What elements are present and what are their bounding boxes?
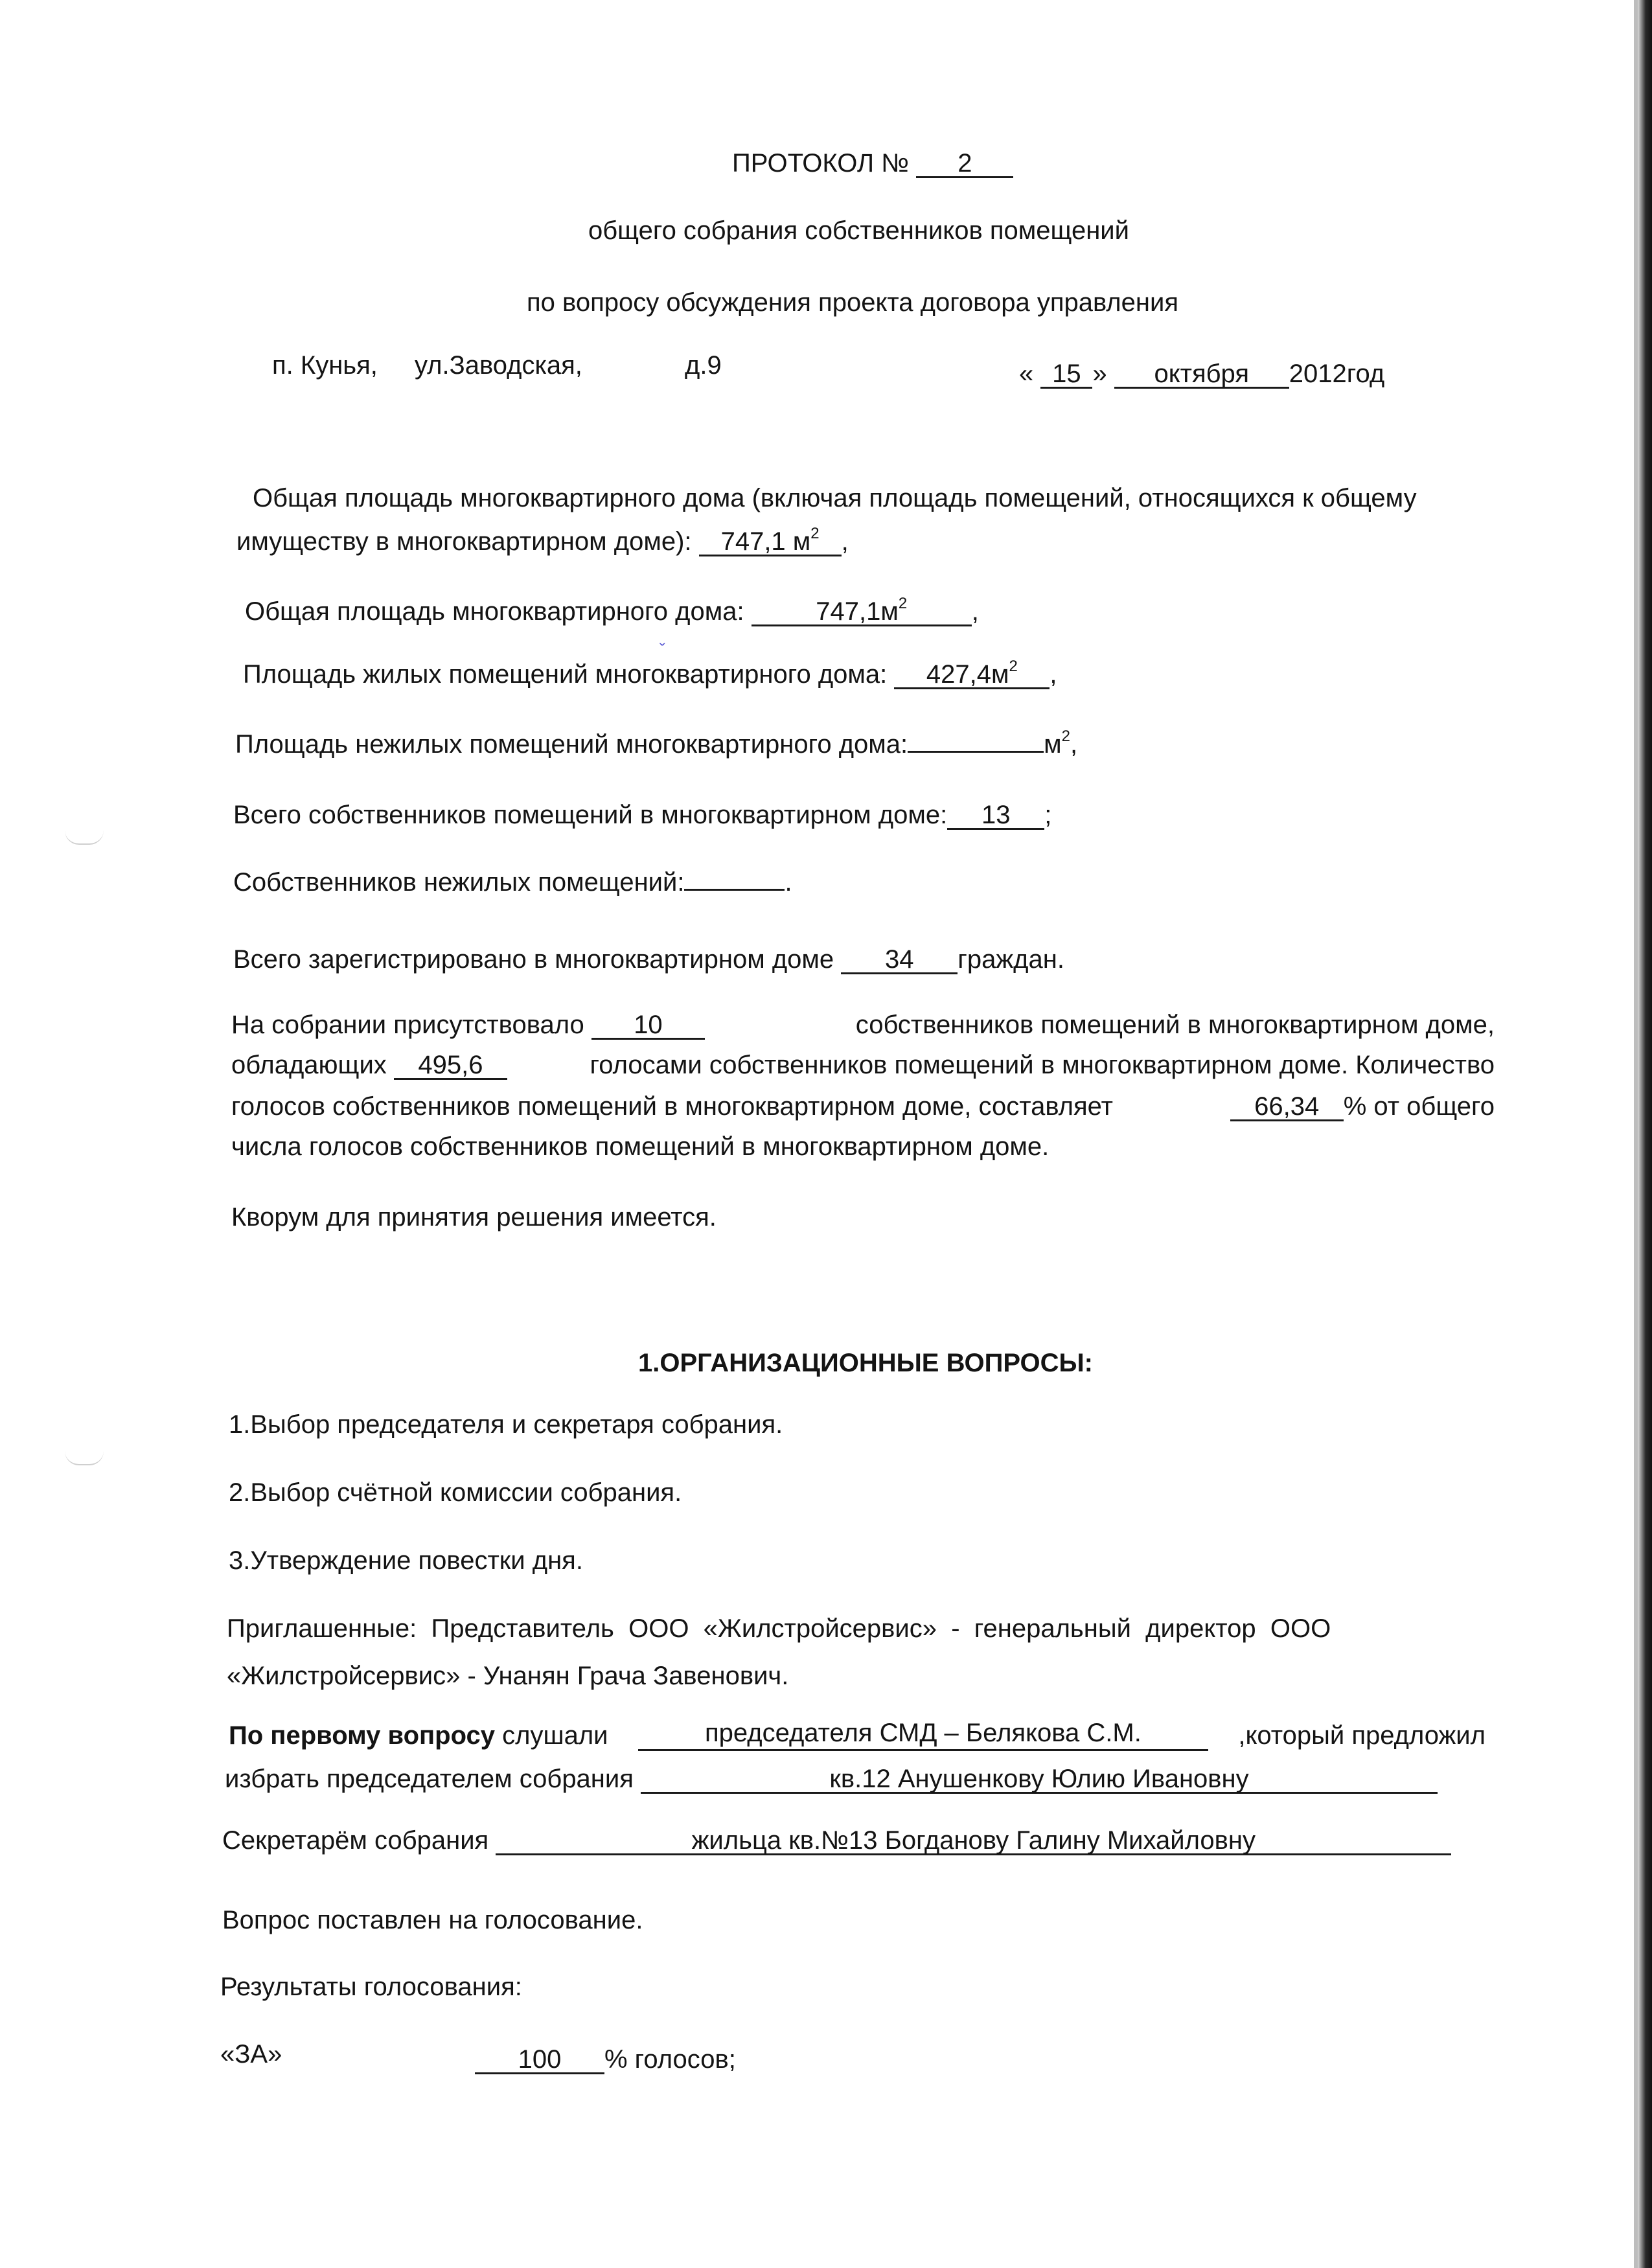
q1-elect-label: избрать председателем собрания <box>225 1765 634 1793</box>
present-line-2 <box>231 1049 1495 1081</box>
secretary-label: Секретарём собрания <box>222 1826 489 1855</box>
agenda-item-1: 1.Выбор председателя и секретаря собрания. <box>229 1410 783 1439</box>
protocol-label: ПРОТОКОЛ № <box>732 149 910 178</box>
owners-line: Всего собственников помещений в многоквартирном доме: 13 ; <box>233 801 1052 829</box>
for-line <box>475 2044 736 2075</box>
for-label: «ЗА» <box>220 2040 282 2068</box>
q1-line-2 <box>225 1763 1438 1794</box>
invited-line-2: «Жилстройсервис» - Унанян Грача Завенович. <box>227 1662 789 1690</box>
nonliving-area-unit: м <box>1044 730 1062 759</box>
street: ул.Заводская, <box>415 351 582 380</box>
registered-label: Всего зарегистрировано в многоквартирном доме <box>233 945 834 974</box>
q1-heard: слушали <box>502 1721 608 1750</box>
owners-value: 13 <box>947 802 1044 830</box>
registered-line <box>233 944 1064 975</box>
punch-hole-mark <box>65 1451 104 1465</box>
present-line-4: числа голосов собственников помещений в многоквартирном доме. <box>231 1132 1050 1161</box>
date-month: октября <box>1114 361 1289 389</box>
subtitle-1: общего собрания собственников помещений <box>588 216 1129 245</box>
nonliving-owners-label: Собственников нежилых помещений: <box>233 868 685 897</box>
q1-heading: По первому вопросу <box>229 1721 496 1750</box>
invited-line-1: Приглашенные: Представитель ООО «Жилстройсервис» - генеральный директор ООО <box>227 1614 1331 1643</box>
votes-text: голосами собственников помещений в многоквартирном доме. Количество <box>590 1051 1495 1079</box>
nonliving-owners-line: Собственников нежилых помещений: . <box>233 868 792 897</box>
results-label: Результаты голосования: <box>220 1973 522 2001</box>
percent-suffix: % от общего <box>1343 1092 1495 1121</box>
living-area-value: 427,4м <box>926 660 1009 689</box>
total-area-value: 747,1 м <box>720 527 811 556</box>
agenda-item-3: 3.Утверждение повестки дня. <box>229 1546 583 1575</box>
present-votes: 495,6 <box>394 1052 507 1080</box>
q1-proposed: ,который предложил <box>1238 1721 1486 1750</box>
percent-label: голосов собственников помещений в многоквартирном доме, составляет <box>231 1092 1113 1121</box>
present-percent: 66,34 <box>1230 1094 1344 1121</box>
subtitle-2: по вопросу обсуждения проекта договора управления <box>527 288 1178 317</box>
protocol-number: 2 <box>916 150 1013 178</box>
present-text: собственников помещений в многоквартирном доме, <box>855 1011 1495 1039</box>
date-quote-open: « <box>1019 360 1034 388</box>
present-line-1 <box>231 1009 1495 1040</box>
house-number: д.9 <box>685 351 722 380</box>
nonliving-area-label: Площадь нежилых помещений многоквартирного дома: <box>235 730 908 759</box>
nonliving-area-line: Площадь нежилых помещений многоквартирного дома: $м^2$, <box>235 727 1078 759</box>
section-title: 1.ОРГАНИЗАЦИОННЫЕ ВОПРОСЫ: <box>638 1349 1093 1377</box>
ink-mark: ˇ <box>660 640 665 659</box>
present-line-3 <box>231 1091 1495 1122</box>
total-area-label: имуществу в многоквартирном доме): <box>236 527 692 556</box>
registered-value: 34 <box>841 946 958 974</box>
q1-line-1 <box>229 1720 1486 1751</box>
quorum-text: Кворум для принятия решения имеется. <box>231 1203 717 1231</box>
settlement: п. Кунья, <box>272 351 378 380</box>
secretary-line <box>222 1825 1451 1856</box>
total-area-line-2: имуществу в многоквартирном доме): 747,1 $м^2$ , <box>236 524 849 556</box>
q1-speaker: председателя СМД – Белякова С.М. <box>638 1720 1208 1751</box>
for-suffix: % голосов; <box>604 2045 736 2074</box>
present-label: На собрании присутствовало <box>231 1011 584 1039</box>
q1-chair: кв.12 Анушенкову Юлию Ивановну <box>641 1766 1438 1794</box>
area-line: Общая площадь многоквартирного дома: $747,1м^2$ , <box>245 594 979 626</box>
punch-hole-mark <box>65 830 104 845</box>
area-label: Общая площадь многоквартирного дома: <box>245 597 744 626</box>
total-area-line-1: Общая площадь многоквартирного дома (включая площадь помещений, относящихся к общему <box>253 484 1417 512</box>
present-count: 10 <box>591 1012 705 1040</box>
date-day: 15 <box>1040 361 1092 389</box>
living-area-line: Площадь жилых помещений многоквартирного дома: $427,4м^2$ , <box>243 657 1057 689</box>
for-value: 100 <box>475 2046 604 2074</box>
date-quote-close: » <box>1092 360 1107 388</box>
area-value: 747,1м <box>816 597 899 626</box>
registered-suffix: граждан. <box>958 945 1064 974</box>
owners-label: Всего собственников помещений в многоквартирном доме: <box>233 801 948 829</box>
vote-put-text: Вопрос поставлен на голосование. <box>222 1906 643 1934</box>
meeting-date <box>1019 358 1384 389</box>
secretary-value: жильца кв.№13 Богданову Галину Михайловну <box>496 1827 1451 1855</box>
agenda-item-2: 2.Выбор счётной комиссии собрания. <box>229 1478 682 1507</box>
date-year: 2012год <box>1289 360 1385 388</box>
votes-label: обладающих <box>231 1051 387 1079</box>
scan-edge <box>1638 0 1652 2268</box>
protocol-title <box>732 148 1013 179</box>
living-area-label: Площадь жилых помещений многоквартирного дома: <box>243 660 888 689</box>
